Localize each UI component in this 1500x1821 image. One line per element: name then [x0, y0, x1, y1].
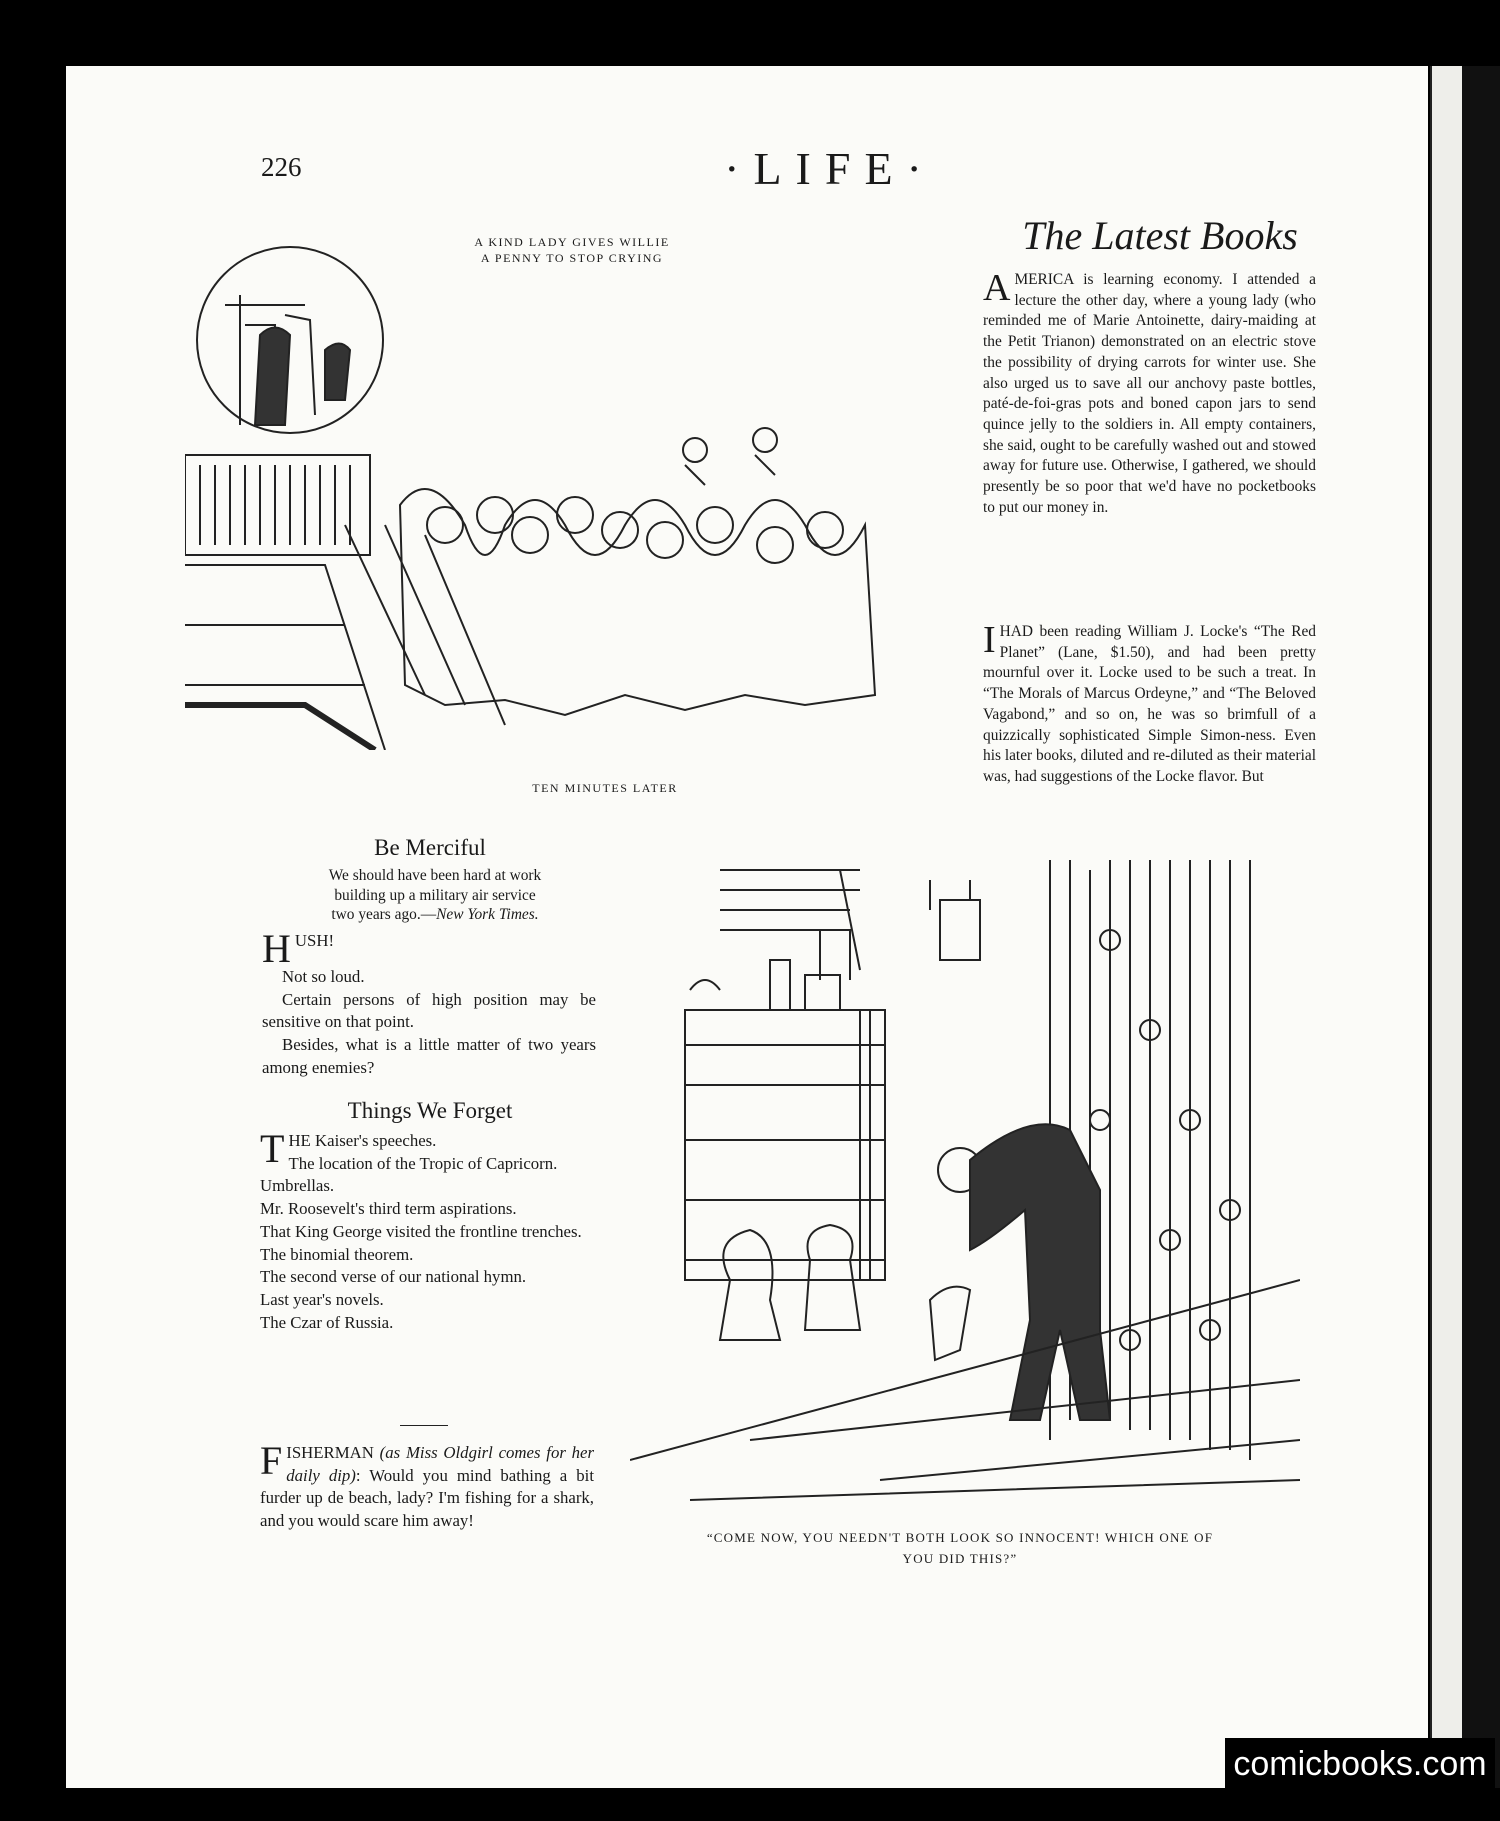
epigraph-source: New York Times.	[436, 906, 539, 923]
dropcap-f: F	[260, 1438, 283, 1483]
things-item: Last year's novels.	[260, 1289, 384, 1309]
cartoon2-caption-line1: “COME NOW, YOU NEEDN'T BOTH LOOK SO INNOCENT! WHICH ONE OF	[706, 1530, 1214, 1545]
inset-caption-line2: A PENNY TO STOP CRYING	[480, 251, 664, 265]
be-merciful-epigraph	[280, 866, 590, 925]
latest-books-title: The Latest Books	[1022, 213, 1298, 258]
epigraph-line1: We should have been hard at work	[328, 867, 542, 884]
things-item: The Czar of Russia.	[260, 1312, 394, 1332]
fisherman-text: : Would you mind bathing a bit furder up de beach, lady? I'm fishing for a shark, and you would scare him away!	[260, 1465, 594, 1531]
things-item: That King George visited the frontline trenches.	[260, 1221, 582, 1241]
cartoon2-caption-line2: YOU DID THIS?”	[902, 1551, 1018, 1566]
fisherman-speaker: ISHERMAN	[286, 1443, 374, 1462]
dropcap-h: H	[262, 926, 291, 971]
latest-books-p1-text: MERICA is learning economy. I attended a lecture the other day, where a young lady (who reminded me of Marie Antoinette, dairy-maiding at the Petit Trianon) demonstrated on an electric stove the possibility of drying carrots for winter use. She also urged us to save all our anchovy paste bottles, paté-de-foi-gras pots and boned capon jars to send quince jelly to the soldiers in. All empty containers, she said, ought to be carefully washed out and stowed away for future use. Otherwise, I gathered, we should presently be so poor that we'd have no pocketbooks to put our money in.	[983, 271, 1316, 516]
fisherman-stage-direction: (as Miss Oldgirl comes for her daily dip)	[286, 1443, 594, 1485]
section-divider	[400, 1425, 448, 1426]
epigraph-line3	[280, 905, 590, 925]
fisherman-paragraph	[260, 1438, 594, 1533]
things-item: The binomial theorem.	[260, 1244, 414, 1264]
things-item-first: HE Kaiser's speeches.	[288, 1131, 437, 1150]
epigraph-line3-text: two years ago.—	[331, 906, 437, 923]
watermark-logo: comicbooks.com	[1225, 1738, 1495, 1790]
things-item: Mr. Roosevelt's third term aspirations.	[260, 1199, 517, 1219]
things-item: The second verse of our national hymn.	[260, 1267, 527, 1287]
be-merciful-line1: USH!	[294, 931, 335, 950]
masthead	[0, 142, 1500, 195]
inset-caption-line1: A KIND LADY GIVES WILLIE	[474, 235, 670, 249]
scan-edge	[1462, 66, 1500, 1788]
masthead-text: ·LIFE·	[724, 143, 936, 194]
things-we-forget-list	[260, 1126, 594, 1334]
latest-books-p2-text: HAD been reading William J. Locke's “The Red Planet” (Lane, $1.50), and had been pretty mournful over it. Locke used to be such a treat. In “The Morals of Marcus Ordeyne,” and “The Beloved Vagabond,” and so on, he was so brimfull of a quizzically sophisticated Simple Simon-ness. Even his later books, diluted and re-diluted as their material was, had suggestions of the Locke flavor. But	[983, 623, 1316, 785]
be-merciful-line4: Besides, what is a little matter of two years among enemies?	[262, 1035, 596, 1077]
cartoon-children-crying	[185, 225, 965, 750]
epigraph-line2: building up a military air service	[334, 886, 536, 904]
dropcap-t: T	[260, 1126, 285, 1171]
cartoon1-caption: TEN MINUTES LATER	[532, 781, 678, 795]
page-number: 226	[261, 152, 302, 182]
cartoon2-caption	[660, 1527, 1260, 1569]
things-we-forget-title: Things We Forget	[347, 1098, 513, 1123]
cartoon-man-with-dogs	[630, 860, 1300, 1515]
page-spine	[1430, 66, 1462, 1788]
dropcap-a: A	[983, 267, 1011, 309]
be-merciful-line2: Not so loud.	[282, 967, 365, 986]
things-item: The location of the Tropic of Capricorn.	[288, 1153, 558, 1173]
be-merciful-title: Be Merciful	[374, 835, 486, 860]
things-item: Umbrellas.	[260, 1176, 335, 1196]
be-merciful-body	[262, 926, 596, 1080]
dropcap-i: I	[983, 619, 996, 661]
latest-books-p2	[983, 619, 1316, 788]
be-merciful-line3: Certain persons of high position may be sensitive on that point.	[262, 989, 596, 1032]
latest-books-p1	[983, 267, 1316, 518]
